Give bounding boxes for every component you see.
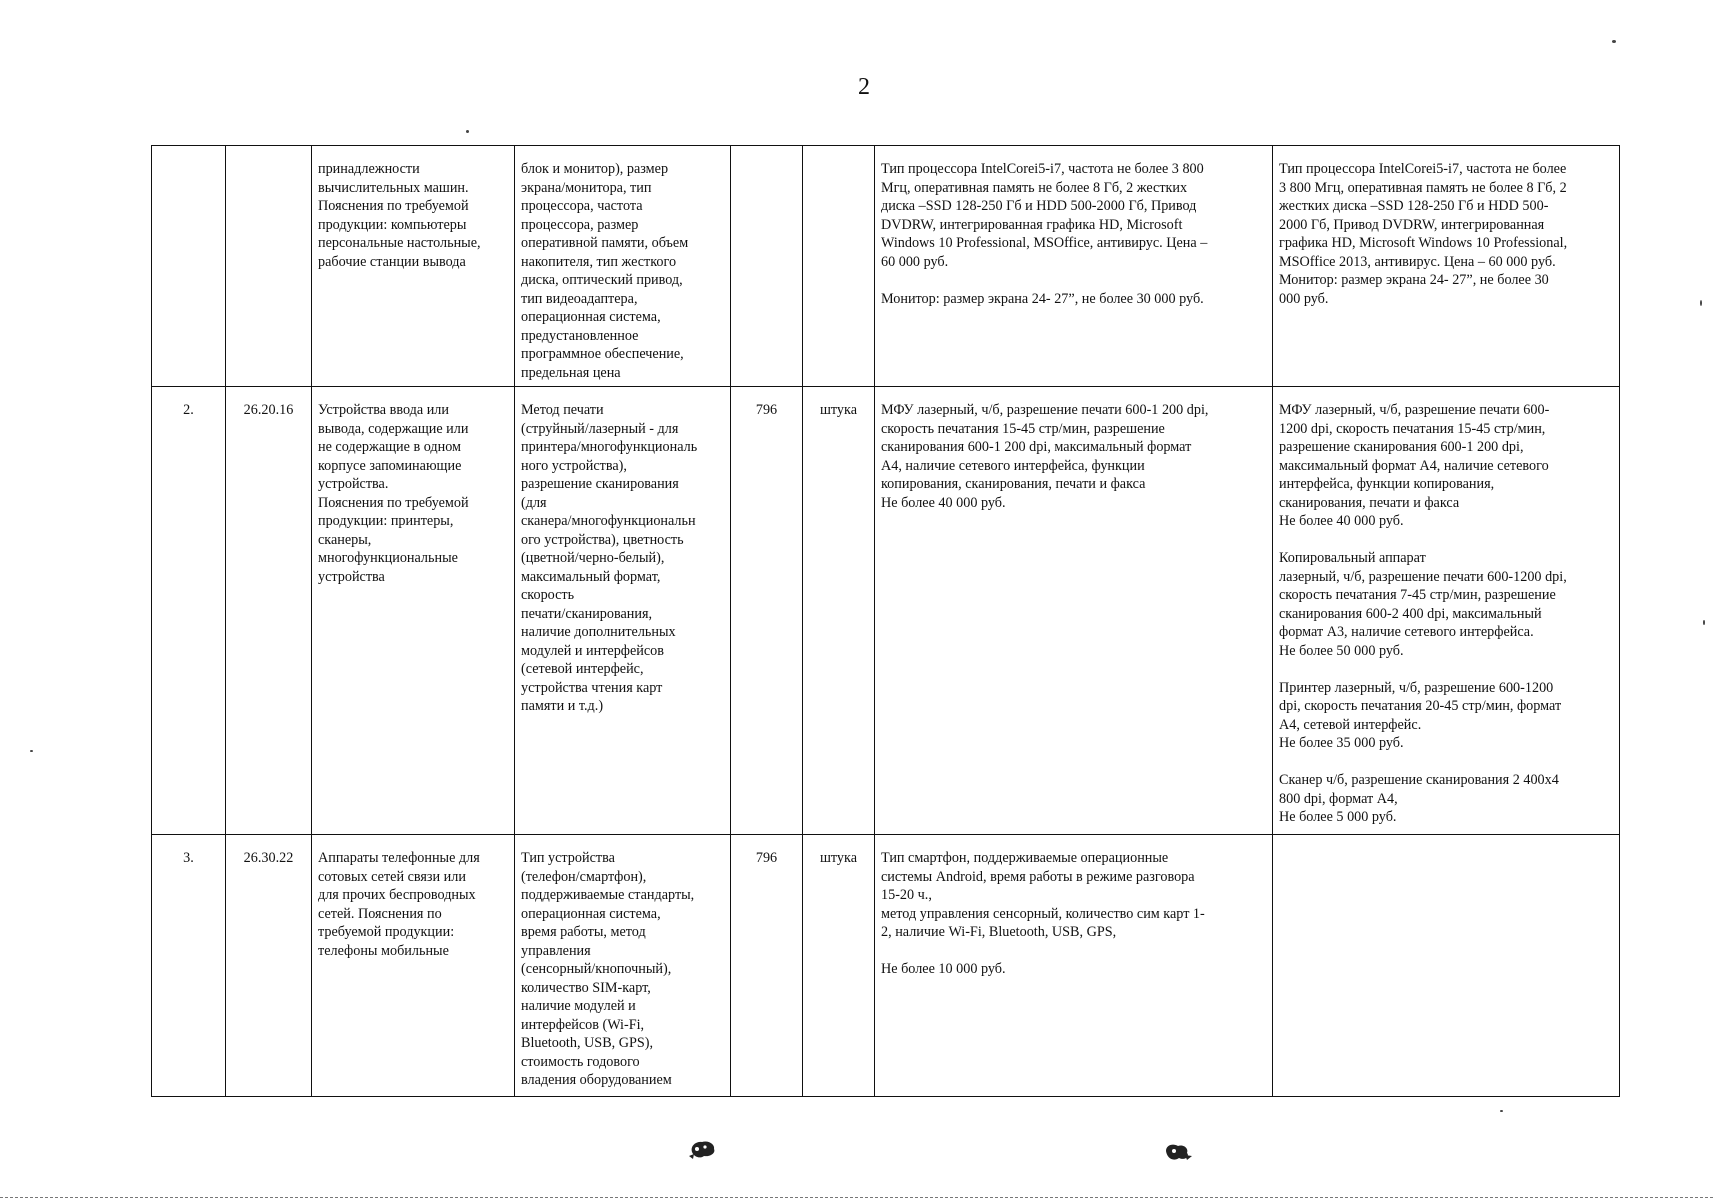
table-row [152,835,1620,1097]
unit-cell: штука [803,387,875,835]
value-a-text: Тип смартфон, поддерживаемые операционные системы Android, время работы в режиме разговора 15-20 ч., метод управления сенсорный, количество сим карт 1- 2, наличие Wi-Fi, Bluetooth, USB, GPS, Не более 10 000 руб. [881,850,1205,977]
value-b-text: МФУ лазерный, ч/б, разрешение печати 600- 1200 dpi, скорость печатания 15-45 стр/мин, разрешение сканирования 600-1 200 dpi, максимальный формат А4, наличие сетевого интерфейса, функции копирования, сканирования, печати и факса Не более 40 000 руб. Копировальный аппарат лазерный, ч/б, разрешение печати 600-1200 dpi, скорость печатания 7-45 стр/мин, разрешение сканирования 600-2 400 dpi, максимальный формат А3, наличие сетевого интерфейса. Не более 50 000 руб. Принтер лазерный, ч/б, разрешение 600-1200 dpi, скорость печатания 20-45 стр/мин, формат А4, сетевой интерфейс. Не более 35 000 руб. Сканер ч/б, разрешение сканирования 2 400x4 800 dpi, формат А4, Не более 5 000 руб. [1279,402,1567,825]
specification-table [151,145,1620,1097]
product-name-cell [312,387,515,835]
stamp-mark-icon [1163,1141,1193,1163]
value-b-text: Тип процессора IntelCorei5-i7, частота не более 3 800 Мгц, оперативная память не более 8 Гб, 2 жестких диска –SSD 128-250 Гб и HDD 500- 2000 Гб, Привод DVDRW, интегрированная графика HD, Microsoft Windows 10 Professional, MSOffice 2013, антивирус. Цена – 60 000 руб. Монитор: размер экрана 24- 27”, не более 30 000 руб. [1279,161,1568,307]
table-row [152,387,1620,835]
characteristics-cell [515,387,731,835]
row-number-cell [152,146,226,387]
value-a-cell [875,387,1273,835]
okpd-code-cell [226,146,312,387]
product-name-cell [312,146,515,387]
value-a-text: Тип процессора IntelCorei5-i7, частота не более 3 800 Мгц, оперативная память не более 8 Гб, 2 жестких диска –SSD 128-250 Гб и HDD 500-2000 Гб, Привод DVDRW, интегрированная графика HD, Microsoft Windows 10 Professional, MSOffice, антивирус. Цена – 60 000 руб. Монитор: размер экрана 24- 27”, не более 30 000 руб. [881,161,1208,307]
scan-speck [30,750,33,752]
product-name-cell [312,835,515,1097]
okei-code-cell: 796 [731,835,803,1097]
value-a-cell [875,146,1273,387]
characteristics-cell [515,146,731,387]
value-b-cell [1273,835,1620,1097]
table-row [152,146,1620,387]
value-b-cell [1273,146,1620,387]
okpd-code-cell: 26.30.22 [226,835,312,1097]
scan-speck [1700,300,1702,306]
stamp-mark-icon [688,1138,718,1160]
okei-code-cell [731,146,803,387]
product-name-text: принадлежности вычислительных машин. Пояснения по требуемой продукции: компьютеры персональные настольные, рабочие станции вывода [318,161,481,270]
page-number: 2 [858,74,870,100]
scan-speck [466,130,469,133]
row-number-cell: 2. [152,387,226,835]
unit-cell: штука [803,835,875,1097]
value-a-text: МФУ лазерный, ч/б, разрешение печати 600-1 200 dpi, скорость печатания 15-45 стр/мин, разрешение сканирования 600-1 200 dpi, максимальный формат А4, наличие сетевого интерфейса, функции копирования, сканирования, печати и факса Не более 40 000 руб. [881,402,1209,511]
characteristics-text: Метод печати (струйный/лазерный - для принтера/многофункциональ ного устройства), разрешение сканирования (для сканера/многофункциональн ого устройства), цветность (цветной/черно-белый), максимальный формат, скорость печати/сканирования, наличие дополнительных модулей и интерфейсов (сетевой интерфейс, устройства чтения карт памяти и т.д.) [521,402,698,714]
unit-cell [803,146,875,387]
row-number-cell: 3. [152,835,226,1097]
product-name-text: Аппараты телефонные для сотовых сетей связи или для прочих беспроводных сетей. Пояснения по требуемой продукции: телефоны мобильные [318,850,480,959]
characteristics-text: блок и монитор), размер экрана/монитора, тип процессора, частота процессора, размер оперативной памяти, объем накопителя, тип жесткого диска, оптический привод, тип видеоадаптера, операционная система, предустановленное программное обеспечение, предельная цена [521,161,689,381]
value-b-cell [1273,387,1620,835]
okpd-code-cell: 26.20.16 [226,387,312,835]
product-name-text: Устройства ввода или вывода, содержащие или не содержащие в одном корпусе запоминающие устройства. Пояснения по требуемой продукции: принтеры, сканеры, многофункциональные устройства [318,402,469,585]
scan-speck [1500,1110,1503,1112]
okei-code-cell: 796 [731,387,803,835]
characteristics-text: Тип устройства (телефон/смартфон), поддерживаемые стандарты, операционная система, время работы, метод управления (сенсорный/кнопочный), количество SIM-карт, наличие модулей и интерфейсов (Wi-Fi, Bluetooth, USB, GPS), стоимость годового владения оборудованием [521,850,695,1088]
scan-edge-line [0,1197,1713,1199]
scan-speck [1612,40,1616,43]
value-a-cell [875,835,1273,1097]
scan-speck [1703,620,1705,625]
characteristics-cell [515,835,731,1097]
